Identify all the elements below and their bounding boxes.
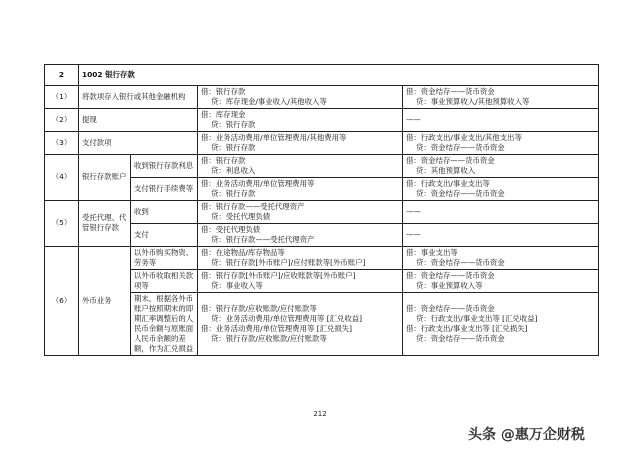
financial-entry xyxy=(198,246,403,269)
financial-entry xyxy=(198,223,403,246)
credit-line: 贷：银行存款——受托代理资产 xyxy=(211,234,315,244)
financial-entry xyxy=(198,177,403,200)
sub-item: 收到银行存款利息 xyxy=(131,154,198,177)
budget-entry xyxy=(403,246,599,269)
budget-entry xyxy=(403,86,599,109)
row-item: 银行存款账户 xyxy=(79,154,131,200)
credit-line: 贷：银行存款 xyxy=(211,142,256,152)
row-index: （3） xyxy=(45,131,79,154)
row-index: （2） xyxy=(45,108,79,131)
debit-line: 借：资金结存——货币资金 xyxy=(406,87,495,96)
debit-line: 借：银行存款/应收账款/应付账款等 xyxy=(201,303,317,313)
credit-line: 贷：银行存款 xyxy=(211,188,256,198)
credit-line: 贷：业务活动费用/单位管理费用等 [汇兑收益] xyxy=(211,313,363,323)
financial-entry xyxy=(198,269,403,292)
debit-line: 借：事业支出等 xyxy=(406,247,458,257)
credit-line: 贷：银行存款 xyxy=(211,119,256,129)
debit-line: 借：受托代理负债 xyxy=(201,224,261,234)
row-index: （1） xyxy=(45,86,79,109)
credit-line: 贷：事业预算收入等 xyxy=(416,280,483,290)
table-row xyxy=(45,108,599,131)
budget-entry xyxy=(403,177,599,200)
accounting-table xyxy=(44,64,599,356)
debit-line: 借：银行存款——受托代理资产 xyxy=(201,201,305,211)
financial-entry xyxy=(198,131,403,154)
credit-line: 贷：事业收入等 xyxy=(211,280,263,290)
credit-line: 贷：事业预算收入/其他预算收入等 xyxy=(416,96,530,106)
debit-line: 借：库存现金 xyxy=(201,109,246,119)
debit-line: 借：业务活动费用/单位管理费用等 xyxy=(201,178,315,188)
debit-line: 借：业务活动费用/单位管理费用/其他费用等 xyxy=(201,132,347,142)
credit-line: 贷：资金结存——货币资金 xyxy=(416,188,505,198)
header-title: 1002 银行存款 xyxy=(79,65,599,86)
row-item: 提现 xyxy=(79,108,198,131)
table-row xyxy=(45,86,599,109)
debit-line: 借：行政支出/事业支出等 xyxy=(406,178,490,188)
watermark: 头条 @惠万企财税 xyxy=(468,427,585,443)
table-row xyxy=(45,131,599,154)
sub-item: 以外币收取相关款项等 xyxy=(131,269,198,292)
debit-line: 借：业务活动费用/单位管理费用等 [汇兑损失] xyxy=(201,323,353,333)
credit-line: 贷：受托代理负债 xyxy=(211,211,271,221)
financial-entry xyxy=(198,86,403,109)
financial-entry xyxy=(198,108,403,131)
table-header-row xyxy=(45,65,599,86)
credit-line: 贷：资金结存——货币资金 xyxy=(416,142,505,152)
sub-item: 支付银行手续费等 xyxy=(131,177,198,200)
debit-line: 借：在途物品/库存物品等 xyxy=(201,247,285,257)
credit-line: 贷：行政支出/事业支出等 [汇兑收益] xyxy=(416,313,538,323)
financial-entry xyxy=(198,292,403,355)
debit-line: 借：资金结存——货币资金 xyxy=(406,270,495,280)
budget-entry: —— xyxy=(403,223,599,246)
page-number: 212 xyxy=(313,410,327,418)
row-index: （6） xyxy=(45,246,79,355)
debit-line: 借：银行存款 xyxy=(201,87,246,96)
debit-line: 借：行政支出/事业支出等 [汇兑损失] xyxy=(406,323,528,333)
header-number: 2 xyxy=(45,65,79,86)
budget-entry: —— xyxy=(403,200,599,223)
table-row xyxy=(45,246,599,269)
budget-entry xyxy=(403,269,599,292)
debit-line: 借：银行存款[外币账户]/应收账款等[外币账户] xyxy=(201,270,356,280)
row-item: 支付款项 xyxy=(79,131,198,154)
credit-line: 贷：银行存款[外币账户]/应付账款等[外币账户] xyxy=(211,257,366,267)
row-item: 受托代理、代管银行存款 xyxy=(79,200,131,246)
debit-line: 借：行政支出/事业支出/其他支出等 xyxy=(406,132,522,142)
budget-entry: —— xyxy=(403,108,599,131)
sub-item: 收到 xyxy=(131,200,198,223)
budget-entry xyxy=(403,154,599,177)
budget-entry xyxy=(403,131,599,154)
table-row xyxy=(45,154,599,177)
credit-line: 贷：资金结存——货币资金 xyxy=(416,257,505,267)
row-item: 外币业务 xyxy=(79,246,131,355)
row-index: （5） xyxy=(45,200,79,246)
credit-line: 贷：利息收入 xyxy=(211,165,256,175)
table-row xyxy=(45,200,599,223)
row-item: 将款项存入银行或其他金融机构 xyxy=(79,86,198,109)
sub-item: 期末，根据各外币账户按照期末的即期汇率调整后的人民币余额与原账面人民币余额的差额，作为汇兑损益 xyxy=(131,292,198,355)
credit-line: 贷：库存现金/事业收入/其他收入等 xyxy=(211,96,327,106)
row-index: （4） xyxy=(45,154,79,200)
credit-line: 贷：其他预算收入 xyxy=(416,165,476,175)
credit-line: 贷：银行存款/应收账款/应付账款等 xyxy=(211,333,327,343)
budget-entry xyxy=(403,292,599,355)
debit-line: 借：资金结存——货币资金 xyxy=(406,303,495,313)
credit-line: 贷：资金结存——货币资金 xyxy=(416,333,505,343)
debit-line: 借：资金结存——货币资金 xyxy=(406,155,495,165)
financial-entry xyxy=(198,154,403,177)
sub-item: 以外币购买物资、劳务等 xyxy=(131,246,198,269)
financial-entry xyxy=(198,200,403,223)
sub-item: 支付 xyxy=(131,223,198,246)
debit-line: 借：银行存款 xyxy=(201,155,246,165)
